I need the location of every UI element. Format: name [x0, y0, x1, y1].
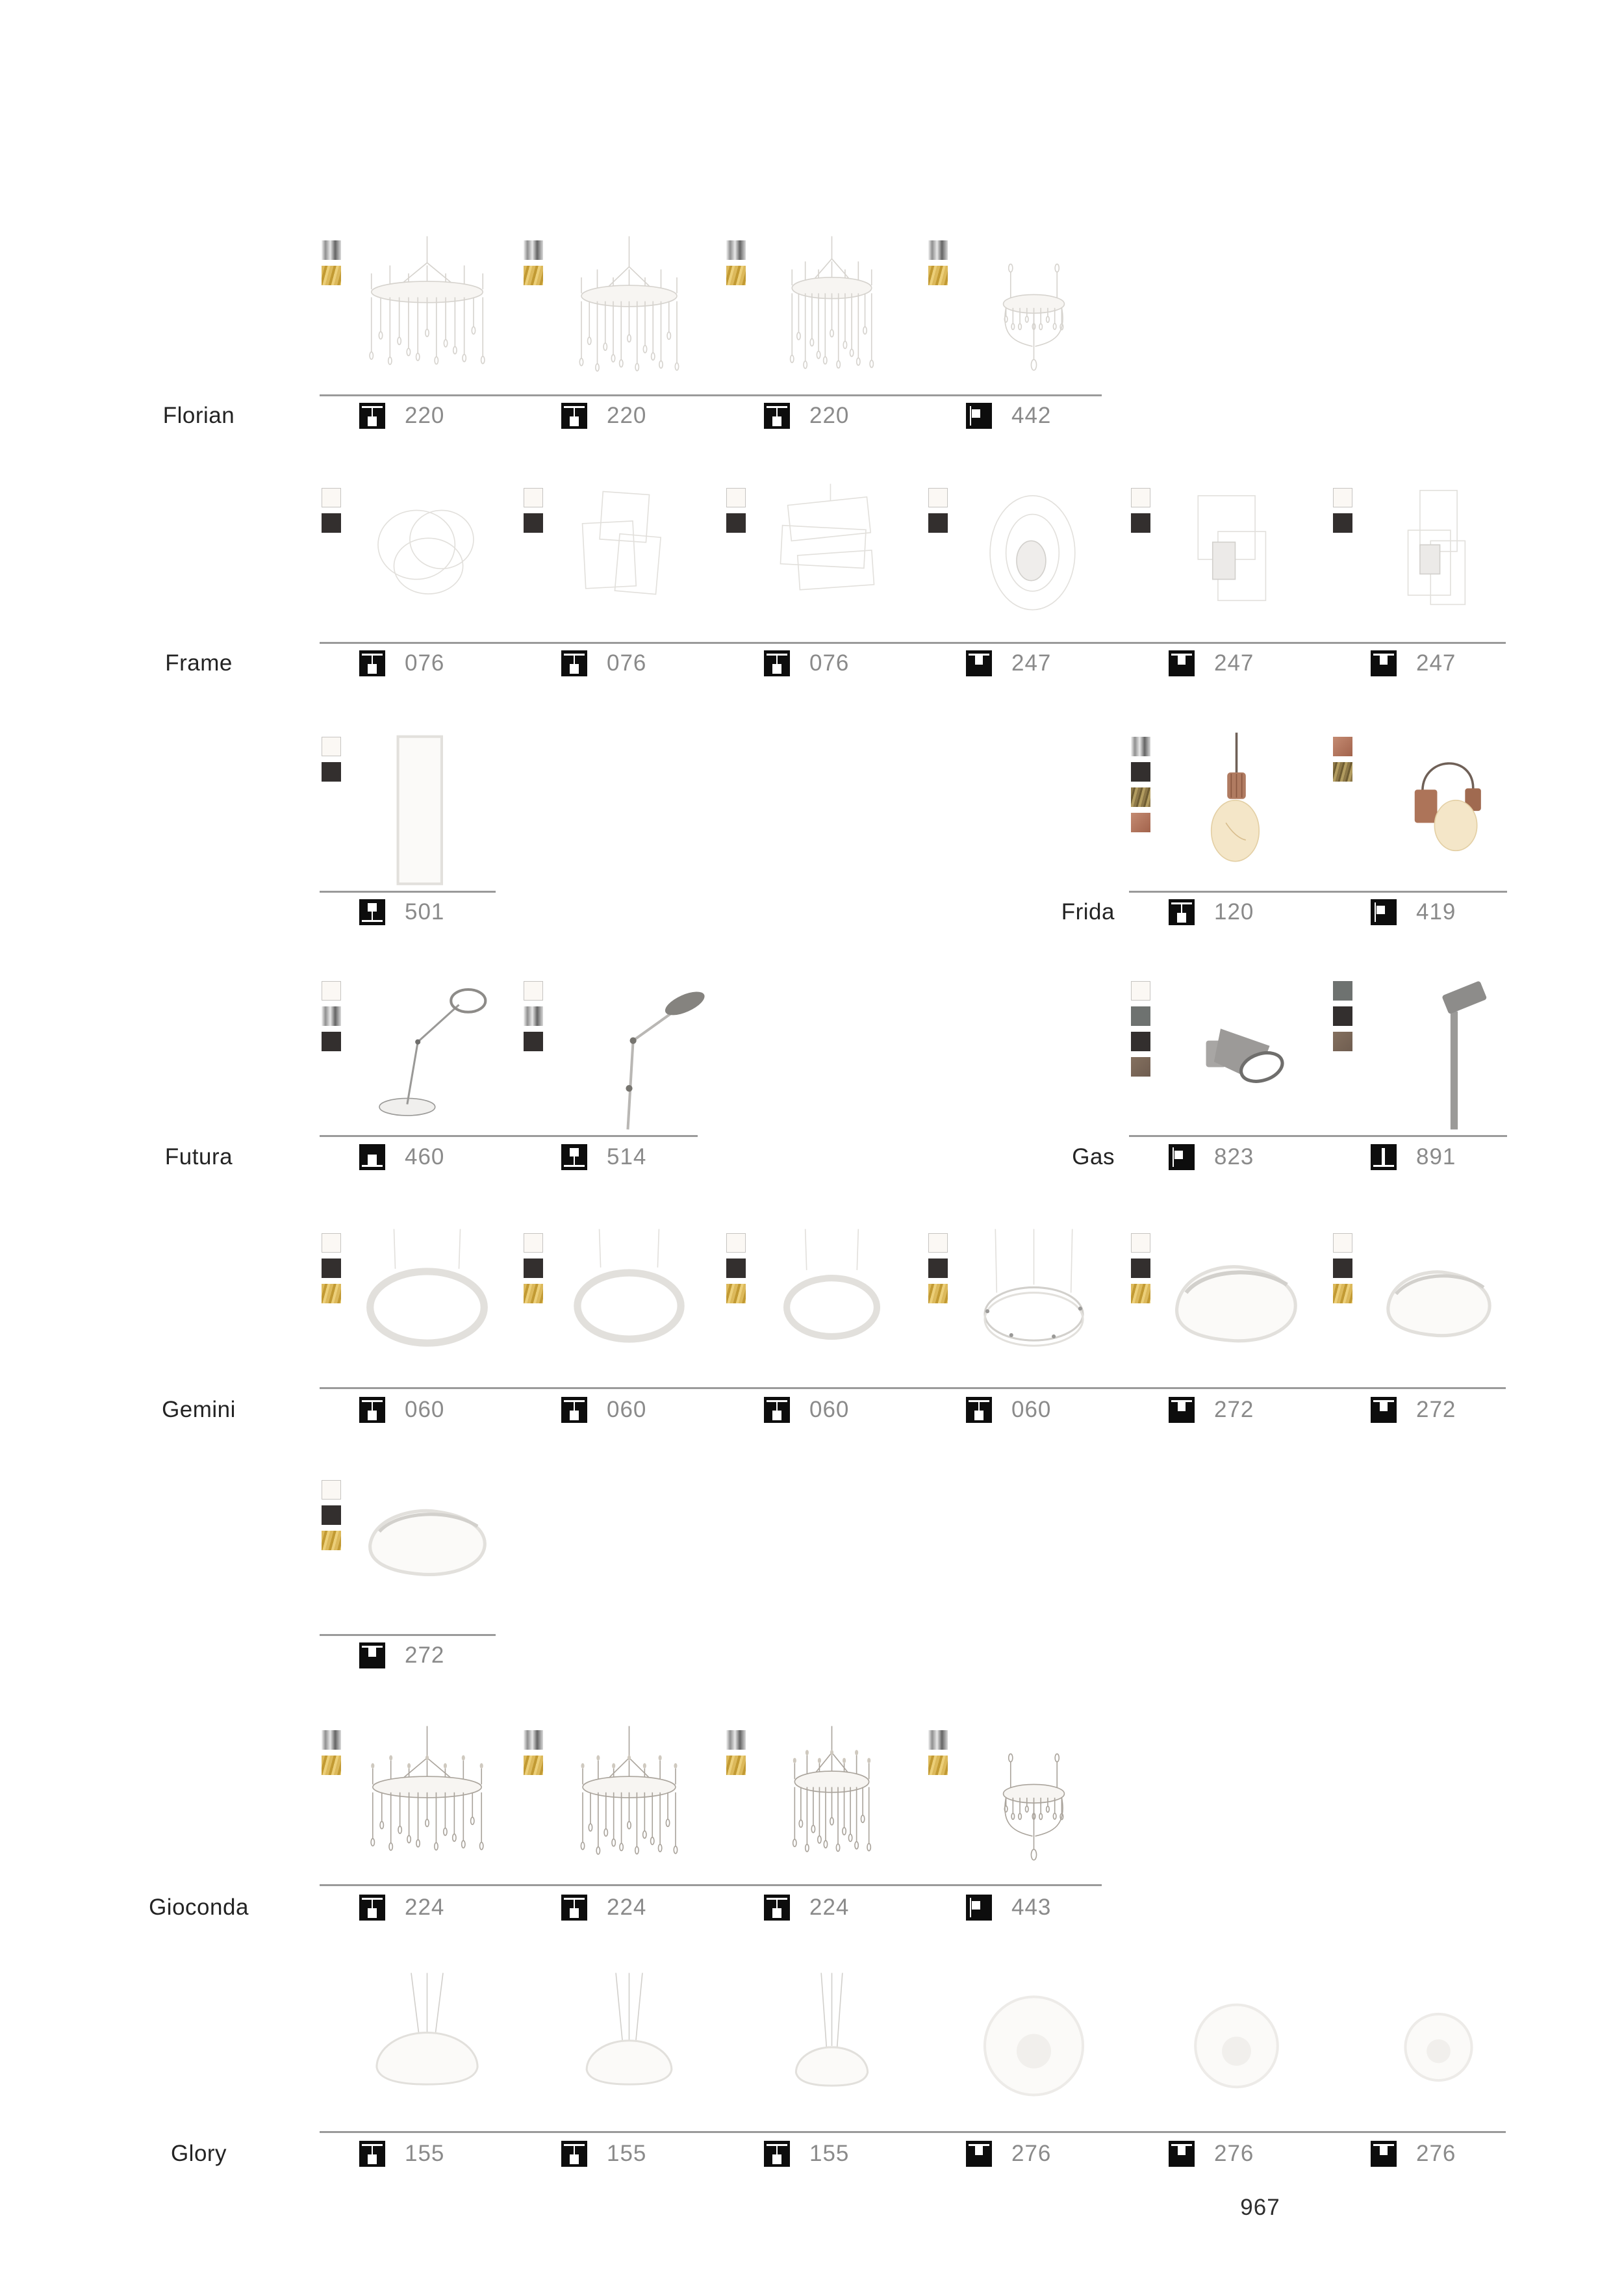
- page-ref-number: 460: [405, 1144, 445, 1169]
- finish-swatch-black: [1333, 513, 1352, 533]
- family-label-gemini: Gemini: [162, 1397, 236, 1422]
- page-ref-number: 220: [809, 403, 850, 428]
- section-rule: [320, 642, 1506, 644]
- finish-swatch-black: [322, 1258, 341, 1278]
- finish-swatch-white: [726, 1233, 746, 1253]
- finish-swatch-chrome: [524, 1730, 543, 1750]
- page-ref-number: 224: [607, 1895, 647, 1920]
- pendant-lamp-icon: [764, 2141, 790, 2167]
- pendant-lamp-icon: [561, 2141, 587, 2167]
- product-image-floor-frame: [348, 732, 507, 886]
- page-ref-number: 501: [405, 899, 445, 925]
- wall-lamp-icon: [1169, 1144, 1195, 1170]
- product-image-sconce-classic: [954, 1725, 1113, 1880]
- finish-swatch-gold: [1333, 1284, 1352, 1303]
- finish-swatch-brown: [1333, 1032, 1352, 1051]
- product-image-oval-ceiling-flat: [348, 1475, 507, 1629]
- pendant-lamp-icon: [561, 403, 587, 429]
- pendant-lamp-icon: [561, 1397, 587, 1423]
- page-ref-number: 076: [405, 650, 445, 676]
- section-rule: [320, 1884, 1102, 1886]
- finish-swatch-white: [322, 488, 341, 507]
- finish-swatch-gold: [726, 1284, 746, 1303]
- finish-swatch-black: [322, 1032, 341, 1051]
- finish-swatch-black: [1131, 1032, 1150, 1051]
- family-label-gioconda: Gioconda: [149, 1895, 249, 1920]
- page-ref-number: 276: [1416, 2141, 1456, 2166]
- finish-swatch-white: [524, 488, 543, 507]
- page-ref-number: 442: [1011, 403, 1052, 428]
- finish-swatch-chrome: [726, 240, 746, 260]
- floor-lamp-icon: [561, 1144, 587, 1170]
- section-rule: [320, 2131, 1506, 2133]
- pendant-lamp-icon: [359, 1397, 385, 1423]
- finish-swatch-black: [1131, 513, 1150, 533]
- wall-lamp-icon: [966, 403, 992, 429]
- section-rule: [1129, 1135, 1507, 1137]
- product-image-frame-rings: [348, 483, 507, 637]
- ceiling-lamp-icon: [1371, 2141, 1397, 2167]
- finish-swatch-white: [1333, 488, 1352, 507]
- product-image-frame-squares-ceiling: [1157, 483, 1316, 637]
- product-image-sconce-crystal: [954, 235, 1113, 390]
- page-ref-number: 272: [1214, 1397, 1254, 1422]
- product-image-wall-spot: [1157, 976, 1316, 1131]
- finish-swatch-copper: [1131, 813, 1150, 832]
- pendant-lamp-icon: [359, 1895, 385, 1921]
- product-image-round-ceiling-small: [1359, 1972, 1518, 2127]
- finish-swatch-brass: [1333, 762, 1352, 782]
- page-ref-number: 224: [405, 1895, 445, 1920]
- page-ref-number: 276: [1011, 2141, 1052, 2166]
- product-image-dome-pendant-small: [752, 1972, 911, 2127]
- finish-swatch-chrome: [928, 240, 948, 260]
- finish-swatch-white: [1333, 1233, 1352, 1253]
- page-ref-number: 155: [405, 2141, 445, 2166]
- product-image-bulb-pendant: [1157, 732, 1316, 886]
- page-ref-number: 823: [1214, 1144, 1254, 1169]
- product-image-dome-pendant-medium: [550, 1972, 709, 2127]
- product-image-round-ceiling-large: [954, 1972, 1113, 2127]
- pendant-lamp-icon: [764, 403, 790, 429]
- finish-swatch-black: [726, 513, 746, 533]
- finish-swatch-brown: [1131, 1057, 1150, 1077]
- product-image-ring-pendant-multi: [954, 1228, 1113, 1383]
- page-ref-number: 514: [607, 1144, 647, 1169]
- ceiling-lamp-icon: [966, 650, 992, 676]
- finish-swatch-chrome: [322, 1730, 341, 1750]
- product-image-frame-rings-ceiling: [954, 483, 1113, 637]
- finish-swatch-black: [524, 1258, 543, 1278]
- page-ref-number: 155: [607, 2141, 647, 2166]
- page-ref-number: 220: [607, 403, 647, 428]
- finish-swatch-white: [726, 488, 746, 507]
- page-ref-number: 272: [405, 1642, 445, 1668]
- finish-swatch-gold: [322, 1756, 341, 1775]
- ceiling-lamp-icon: [1371, 1397, 1397, 1423]
- product-image-ring-pendant-2: [550, 1228, 709, 1383]
- family-label-frida: Frida: [1061, 899, 1115, 925]
- product-image-frame-cluster-ceiling: [1359, 483, 1518, 637]
- finish-swatch-chrome: [928, 1730, 948, 1750]
- product-image-dome-pendant-large: [348, 1972, 507, 2127]
- product-image-oval-ceiling-small: [1359, 1228, 1518, 1383]
- page-ref-number: 060: [1011, 1397, 1052, 1422]
- section-rule: [320, 1634, 496, 1636]
- finish-swatch-gold: [726, 1756, 746, 1775]
- finish-swatch-black: [1333, 1006, 1352, 1026]
- finish-swatch-gold: [524, 266, 543, 285]
- finish-swatch-black: [1131, 762, 1150, 782]
- finish-swatch-black: [726, 1258, 746, 1278]
- ceiling-lamp-icon: [966, 2141, 992, 2167]
- page-number: 967: [1240, 2195, 1280, 2220]
- family-label-glory: Glory: [170, 2141, 227, 2166]
- finish-swatch-white: [322, 1233, 341, 1253]
- page-ref-number: 443: [1011, 1895, 1052, 1920]
- pendant-lamp-icon: [764, 1895, 790, 1921]
- pendant-lamp-icon: [359, 403, 385, 429]
- ceiling-lamp-icon: [1169, 2141, 1195, 2167]
- ceiling-lamp-icon: [1371, 650, 1397, 676]
- section-rule: [320, 891, 496, 893]
- pendant-lamp-icon: [966, 1397, 992, 1423]
- finish-swatch-gold: [322, 1531, 341, 1550]
- finish-swatch-white: [1131, 488, 1150, 507]
- page-ref-number: 247: [1214, 650, 1254, 676]
- ceiling-lamp-icon: [1169, 1397, 1195, 1423]
- finish-swatch-white: [1131, 981, 1150, 1001]
- product-image-chandelier-crystal-medium: [550, 235, 709, 390]
- finish-swatch-chrome: [322, 1006, 341, 1026]
- finish-swatch-black: [1131, 1258, 1150, 1278]
- finish-swatch-black: [524, 513, 543, 533]
- product-image-post-light: [1359, 976, 1518, 1131]
- family-label-florian: Florian: [162, 403, 235, 428]
- page-ref-number: 076: [809, 650, 850, 676]
- pendant-lamp-icon: [1169, 899, 1195, 925]
- page-ref-number: 155: [809, 2141, 850, 2166]
- page-ref-number: 220: [405, 403, 445, 428]
- product-image-ring-pendant-1: [348, 1228, 507, 1383]
- post-lamp-icon: [1371, 1144, 1397, 1170]
- finish-swatch-chrome: [524, 240, 543, 260]
- product-image-desk-lamp: [348, 976, 507, 1131]
- section-rule: [1129, 891, 1507, 893]
- product-image-chandelier-classic-large: [348, 1725, 507, 1880]
- pendant-lamp-icon: [359, 650, 385, 676]
- finish-swatch-gold: [928, 1756, 948, 1775]
- family-label-frame: Frame: [165, 650, 233, 676]
- page-ref-number: 276: [1214, 2141, 1254, 2166]
- product-image-desk-lamp-tall: [550, 976, 709, 1131]
- product-image-frame-squares: [550, 483, 709, 637]
- finish-swatch-chrome: [322, 240, 341, 260]
- finish-swatch-black: [928, 513, 948, 533]
- finish-swatch-gold: [1131, 1284, 1150, 1303]
- finish-swatch-black: [322, 1505, 341, 1525]
- product-image-oval-ceiling-large: [1157, 1228, 1316, 1383]
- product-image-bulb-wall: [1359, 732, 1518, 886]
- pendant-lamp-icon: [359, 2141, 385, 2167]
- wall-lamp-icon: [1371, 899, 1397, 925]
- section-rule: [320, 1387, 1506, 1389]
- product-image-ring-pendant-3: [752, 1228, 911, 1383]
- wall-lamp-icon: [966, 1895, 992, 1921]
- page-ref-number: 419: [1416, 899, 1456, 925]
- finish-swatch-gold: [928, 266, 948, 285]
- page-ref-number: 247: [1011, 650, 1052, 676]
- finish-swatch-white: [322, 981, 341, 1001]
- finish-swatch-chrome: [524, 1006, 543, 1026]
- page-ref-number: 247: [1416, 650, 1456, 676]
- page-ref-number: 224: [809, 1895, 850, 1920]
- page-ref-number: 076: [607, 650, 647, 676]
- family-label-gas: Gas: [1072, 1144, 1115, 1169]
- finish-swatch-black: [322, 513, 341, 533]
- page-ref-number: 891: [1416, 1144, 1456, 1169]
- finish-swatch-black: [928, 1258, 948, 1278]
- pendant-lamp-icon: [764, 650, 790, 676]
- finish-swatch-white: [322, 1480, 341, 1500]
- finish-swatch-gold: [322, 1284, 341, 1303]
- finish-swatch-gold: [322, 266, 341, 285]
- finish-swatch-gold: [928, 1284, 948, 1303]
- pendant-lamp-icon: [764, 1397, 790, 1423]
- product-image-frame-rects: [752, 483, 911, 637]
- pendant-lamp-icon: [561, 650, 587, 676]
- floor-lamp-icon: [359, 899, 385, 925]
- family-label-futura: Futura: [164, 1144, 233, 1169]
- product-image-chandelier-crystal-small: [752, 235, 911, 390]
- page-ref-number: 060: [405, 1397, 445, 1422]
- page-ref-number: 272: [1416, 1397, 1456, 1422]
- finish-swatch-gold: [524, 1284, 543, 1303]
- finish-swatch-white: [524, 981, 543, 1001]
- finish-swatch-chrome: [1131, 737, 1150, 756]
- finish-swatch-white: [928, 1233, 948, 1253]
- product-image-chandelier-crystal-large: [348, 235, 507, 390]
- finish-swatch-white: [928, 488, 948, 507]
- ceiling-lamp-icon: [1169, 650, 1195, 676]
- finish-swatch-gray: [1333, 981, 1352, 1001]
- product-image-chandelier-classic-small: [752, 1725, 911, 1880]
- finish-swatch-white: [524, 1233, 543, 1253]
- page-ref-number: 060: [607, 1397, 647, 1422]
- finish-swatch-gold: [524, 1756, 543, 1775]
- finish-swatch-copper: [1333, 737, 1352, 756]
- product-image-chandelier-classic-medium: [550, 1725, 709, 1880]
- section-rule: [320, 1135, 698, 1137]
- table-lamp-icon: [359, 1144, 385, 1170]
- finish-swatch-gold: [726, 266, 746, 285]
- pendant-lamp-icon: [561, 1895, 587, 1921]
- page-ref-number: 120: [1214, 899, 1254, 925]
- product-image-round-ceiling-medium: [1157, 1972, 1316, 2127]
- ceiling-lamp-icon: [359, 1642, 385, 1668]
- section-rule: [320, 394, 1102, 396]
- finish-swatch-gray: [1131, 1006, 1150, 1026]
- finish-swatch-white: [322, 737, 341, 756]
- finish-swatch-black: [1333, 1258, 1352, 1278]
- finish-swatch-chrome: [726, 1730, 746, 1750]
- finish-swatch-black: [322, 762, 341, 782]
- finish-swatch-brass: [1131, 787, 1150, 807]
- page-ref-number: 060: [809, 1397, 850, 1422]
- finish-swatch-white: [1131, 1233, 1150, 1253]
- finish-swatch-black: [524, 1032, 543, 1051]
